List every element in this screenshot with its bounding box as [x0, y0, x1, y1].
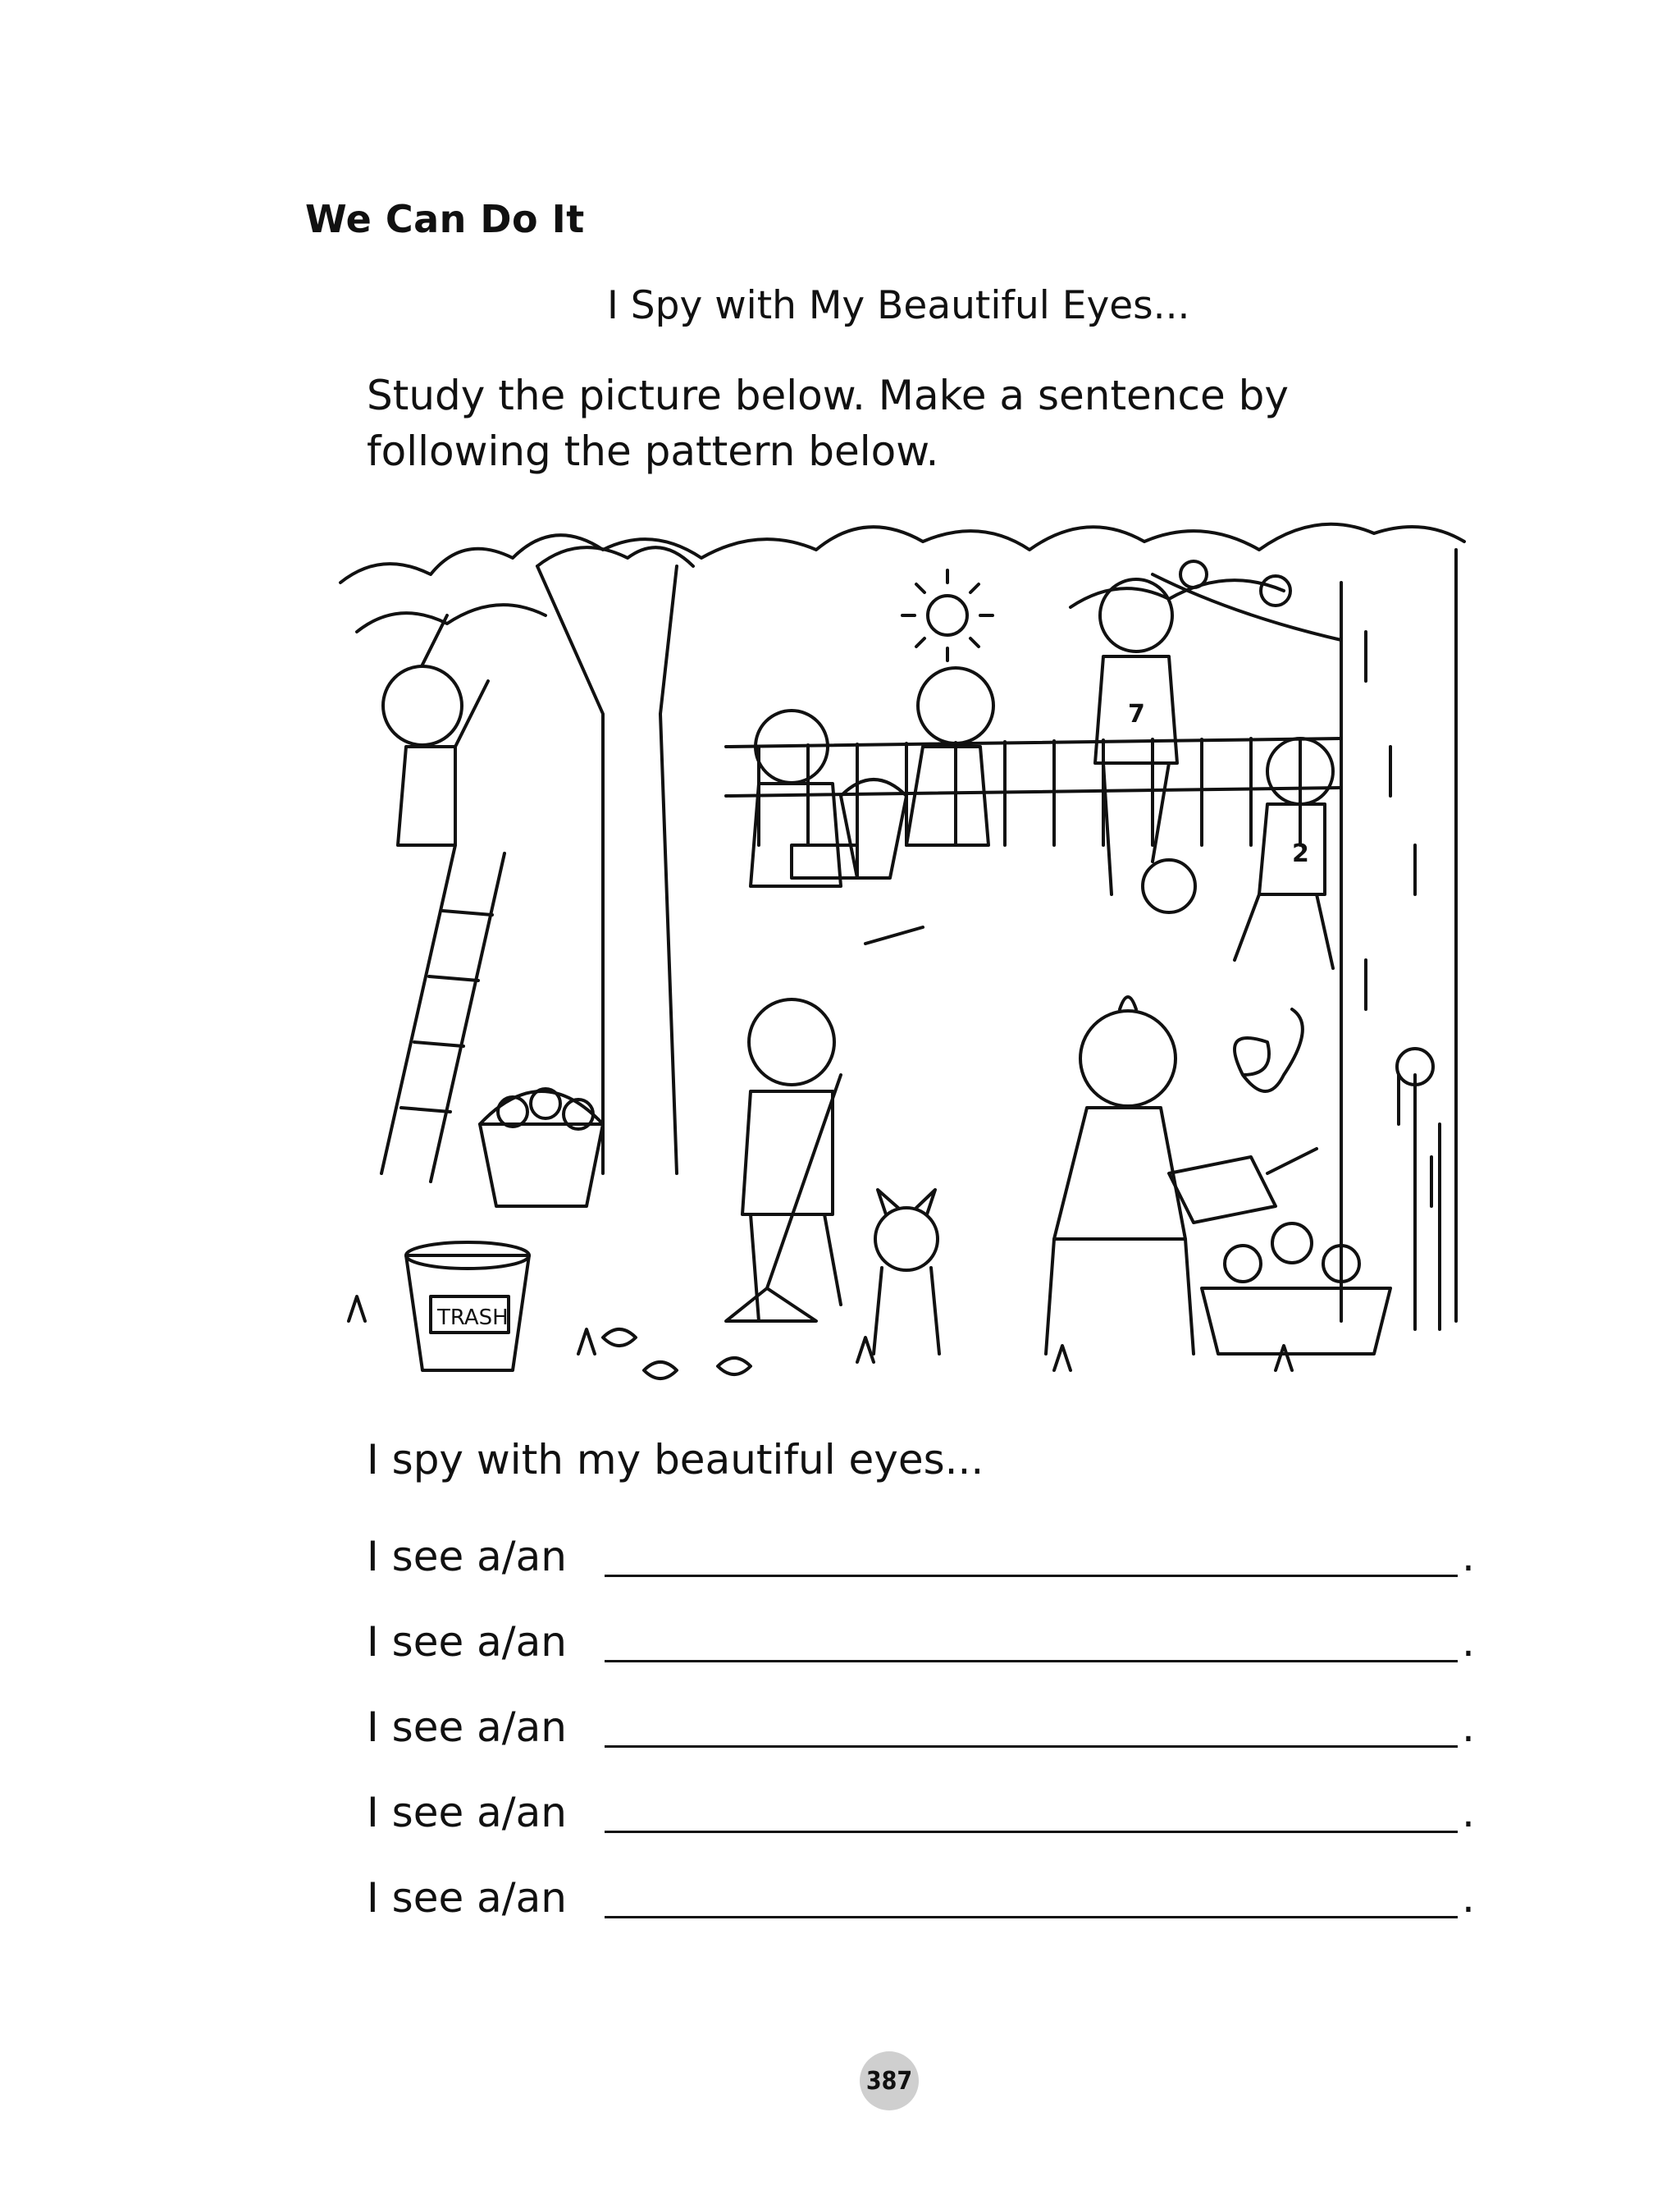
answer-blank[interactable]: [605, 1575, 1458, 1577]
sentence-starter: I see a/an: [367, 1874, 567, 1922]
sentence-line: [367, 1782, 1482, 1840]
page-number: 387: [860, 2051, 919, 2110]
sentence-starter: I see a/an: [367, 1618, 567, 1666]
sentence-line: [367, 1697, 1482, 1754]
answer-blank[interactable]: [605, 1745, 1458, 1748]
sentence-end-period: .: [1462, 1533, 1475, 1580]
trash-can-label: TRASH: [437, 1305, 509, 1330]
answer-blank[interactable]: [605, 1916, 1458, 1918]
sentence-starter: I see a/an: [367, 1533, 567, 1580]
answer-blank[interactable]: [605, 1831, 1458, 1833]
sentence-starter: I see a/an: [367, 1703, 567, 1751]
shirt-number-2: 2: [1292, 839, 1309, 868]
sentence-end-period: .: [1462, 1703, 1475, 1751]
sentence-line: [367, 1868, 1482, 1925]
answer-blank[interactable]: [605, 1660, 1458, 1662]
sentence-line: [367, 1526, 1482, 1584]
prompt-text: I spy with my beautiful eyes...: [367, 1436, 984, 1484]
sentence-end-period: .: [1462, 1789, 1475, 1836]
garden-illustration: [332, 501, 1472, 1395]
sentence-end-period: .: [1462, 1874, 1475, 1922]
sentence-line: [367, 1612, 1482, 1669]
sentence-end-period: .: [1462, 1618, 1475, 1666]
shirt-number-7: 7: [1128, 700, 1145, 729]
activity-title: I Spy with My Beautiful Eyes...: [607, 283, 1190, 328]
section-title: We Can Do It: [305, 197, 585, 241]
sentence-starter: I see a/an: [367, 1789, 567, 1836]
instructions-text: Study the picture below. Make a sentence by following the pattern below.: [367, 372, 1289, 475]
